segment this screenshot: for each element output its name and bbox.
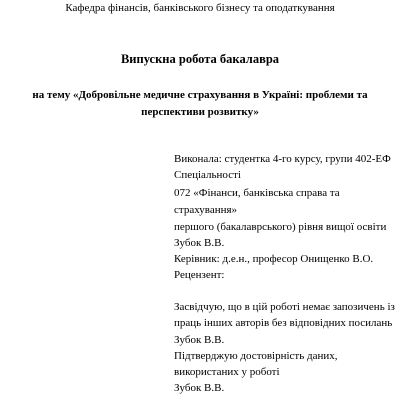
originality-statement-line-1: Засвідчую, що в цій роботі немає запозичень із <box>174 301 395 313</box>
specialty-name-line-2: страхування» <box>174 204 238 216</box>
supervisor-line: Керівник: д.е.н., професор Онищенко В.О. <box>174 253 374 265</box>
data-confirmation-line-2: використаних у роботі <box>174 366 280 378</box>
thesis-topic-line-1: на тему «Добровільне медичне страхування в Україні: проблеми та <box>32 89 368 101</box>
data-confirmation-line-1: Підтверджую достовірність даних, <box>174 350 338 362</box>
department-name: Кафедра фінансів, банківського бізнесу та оподаткування <box>65 2 335 14</box>
originality-statement-line-2: праць інших авторів без відповідних посилань <box>174 317 393 329</box>
specialty-label: Спеціальності <box>174 169 241 181</box>
originality-signature: Зубок В.В. <box>174 334 225 346</box>
thesis-topic-line-2: перспективи розвитку» <box>141 106 259 118</box>
specialty-name-line-1: 072 «Фінанси, банківська справа та <box>174 187 340 199</box>
document-title: Випускна робота бакалавра <box>120 52 280 66</box>
author-line: Виконала: студентка 4-го курсу, групи 402-ЕФ <box>174 153 391 165</box>
data-confirmation-signature: Зубок В.В. <box>174 382 225 394</box>
author-name: Зубок В.В. <box>174 237 225 249</box>
education-level: першого (бакалаврського) рівня вищої освіти <box>174 221 387 233</box>
reviewer-label: Рецензент: <box>174 269 225 281</box>
